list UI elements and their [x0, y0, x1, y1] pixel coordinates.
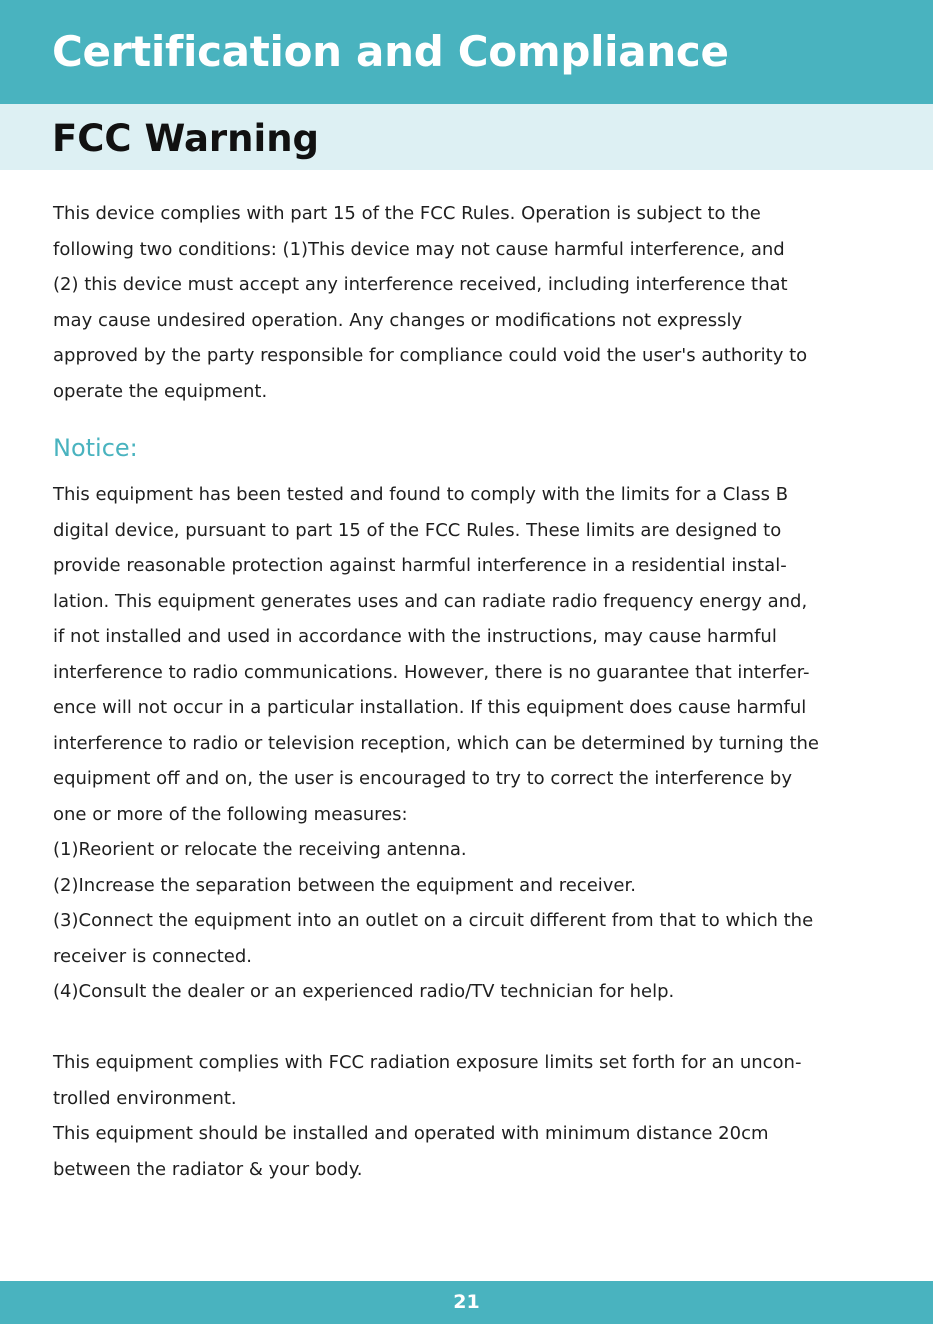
radiation-line: trolled environment.: [53, 1087, 237, 1109]
section-title: FCC Warning: [52, 117, 320, 160]
notice-line: if not installed and used in accordance with the instructions, may cause harmful: [53, 626, 777, 647]
section-banner: [0, 104, 933, 170]
measure-item: (1)Reorient or relocate the receiving antenna.: [53, 839, 467, 860]
measure-item: (2)Increase the separation between the equipment and receiver.: [53, 874, 636, 896]
measure-item: receiver is connected.: [53, 945, 252, 967]
notice-paragraph: [53, 477, 898, 1187]
notice-line: interference to radio communications. However, there is no guarantee that interfer-: [53, 661, 810, 683]
intro-line: approved by the party responsible for compliance could void the user's authority to: [53, 345, 808, 366]
footer-bar: [0, 1281, 933, 1324]
paragraph-spacer: [53, 1010, 898, 1046]
radiation-line: This equipment complies with FCC radiation exposure limits set forth for an uncon-: [53, 1052, 802, 1073]
page-title: Certification and Compliance: [52, 27, 729, 76]
page-number: 21: [453, 1291, 480, 1313]
intro-paragraph: [53, 196, 898, 409]
notice-line: one or more of the following measures:: [53, 803, 408, 825]
header-banner: [0, 0, 933, 104]
notice-line: interference to radio or television reception, which can be determined by turning the: [53, 732, 820, 754]
notice-line: lation. This equipment generates uses and can radiate radio frequency energy and,: [53, 590, 808, 612]
intro-line: This device complies with part 15 of the FCC Rules. Operation is subject to the: [53, 203, 761, 224]
intro-line: operate the equipment.: [53, 380, 268, 402]
notice-line: digital device, pursuant to part 15 of the FCC Rules. These limits are designed to: [53, 519, 782, 541]
intro-line: following two conditions: (1)This device may not cause harmful interference, and: [53, 238, 785, 260]
radiation-line: This equipment should be installed and operated with minimum distance 20cm: [53, 1123, 769, 1144]
notice-line: ence will not occur in a particular installation. If this equipment does cause harmful: [53, 697, 807, 718]
intro-line: (2) this device must accept any interference received, including interference that: [53, 274, 788, 295]
intro-line: may cause undesired operation. Any changes or modifications not expressly: [53, 309, 743, 331]
notice-line: equipment off and on, the user is encouraged to try to correct the interference by: [53, 768, 792, 789]
notice-line: This equipment has been tested and found to comply with the limits for a Class B: [53, 484, 789, 505]
measure-item: (4)Consult the dealer or an experienced radio/TV technician for help.: [53, 981, 675, 1002]
radiation-line: between the radiator & your body.: [53, 1158, 363, 1180]
measure-item: (3)Connect the equipment into an outlet on a circuit different from that to which the: [53, 910, 814, 931]
notice-line: provide reasonable protection against harmful interference in a residential instal-: [53, 555, 787, 576]
notice-heading: Notice:: [53, 434, 138, 462]
